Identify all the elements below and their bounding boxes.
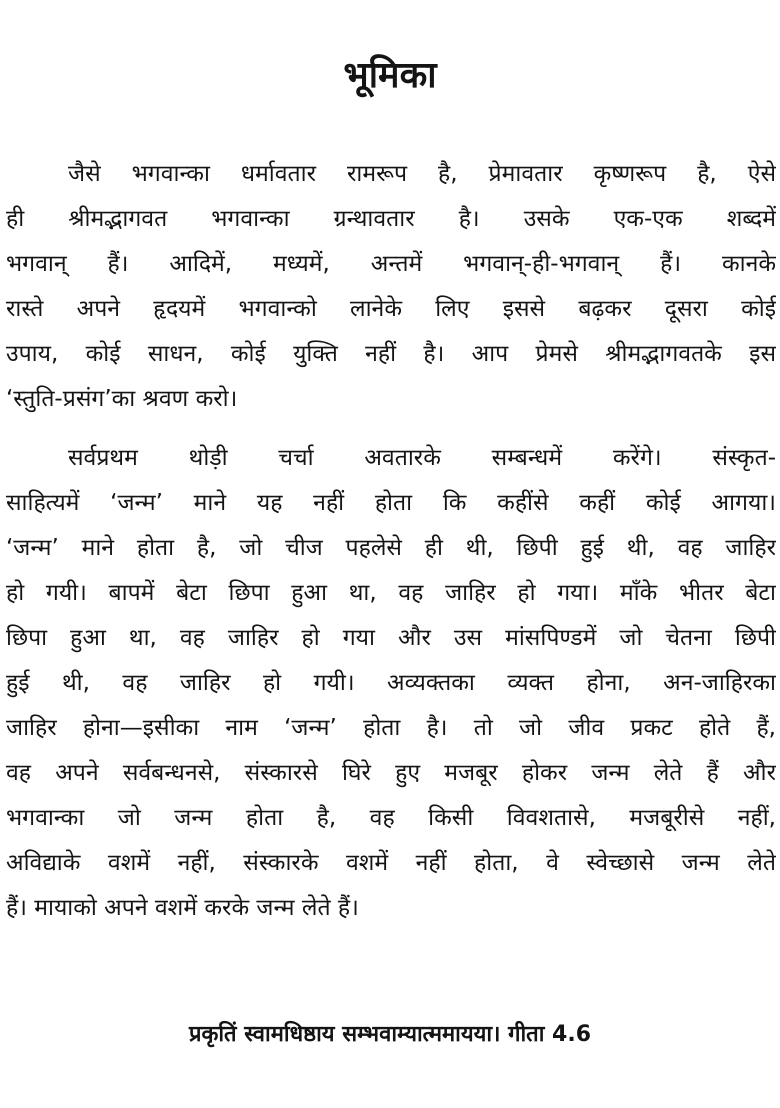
paragraph-2	[6, 436, 776, 931]
paragraph-line: भगवान्का जो जन्म होता है, वह किसी विवशतासे, मजबूरीसे नहीं,	[6, 805, 776, 831]
paragraph-line: ‘जन्म’ माने होता है, जो चीज पहलेसे ही थी, छिपी हुई थी, वह जाहिर	[6, 535, 776, 561]
paragraph-line: वह अपने सर्वबन्धनसे, संस्कारसे घिरे हुए मजबूर होकर जन्म लेते हैं और	[6, 760, 776, 786]
paragraph-gap	[6, 422, 776, 436]
paragraph-line: हो गयी। बापमें बेटा छिपा हुआ था, वह जाहिर हो गया। माँके भीतर बेटा	[6, 580, 776, 606]
paragraph-line: ही श्रीमद्भागवत भगवान्का ग्रन्थावतार है। उसके एक-एक शब्दमें	[6, 206, 776, 232]
paragraph-line: साहित्यमें ‘जन्म’ माने यह नहीं होता कि कहींसे कहीं कोई आगया।	[6, 490, 776, 516]
paragraph-line: अविद्याके वशमें नहीं, संस्कारके वशमें नहीं होता, वे स्वेच्छासे जन्म लेते	[6, 850, 776, 876]
paragraph-line: हुई थी, वह जाहिर हो गयी। अव्यक्तका व्यक्त होना, अन-जाहिरका	[6, 670, 776, 696]
verse-quote: प्रकृतिं स्वामधिष्ठाय सम्भवाम्यात्ममायया। गीता 4.6	[188, 1022, 592, 1047]
paragraph-line: छिपा हुआ था, वह जाहिर हो गया और उस मांसपिण्डमें जो चेतना छिपी	[6, 625, 776, 651]
paragraph-line: जाहिर होना—इसीका नाम ‘जन्म’ होता है। तो जो जीव प्रकट होते हैं,	[6, 715, 776, 741]
paragraph-line: हैं। मायाको अपने वशमें करके जन्म लेते हैं।	[6, 895, 359, 921]
paragraph-line: जैसे भगवान्का धर्मावतार रामरूप है, प्रेमावतार कृष्णरूप है, ऐसे	[68, 161, 776, 187]
paragraph-line: रास्ते अपने हृदयमें भगवान्को लानेके लिए इससे बढ़कर दूसरा कोई	[6, 296, 776, 322]
paragraph-line: ‘स्तुति-प्रसंग’का श्रवण करो।	[6, 386, 238, 412]
paragraph-line: सर्वप्रथम थोड़ी चर्चा अवतारके सम्बन्धमें करेंगे। संस्कृत-	[68, 445, 776, 471]
paragraph-1	[6, 152, 776, 422]
paragraph-line: उपाय, कोई साधन, कोई युक्ति नहीं है। आप प्रेमसे श्रीमद्भागवतके इस	[6, 341, 776, 367]
paragraph-line: भगवान् हैं। आदिमें, मध्यमें, अन्तमें भगवान्-ही-भगवान् हैं। कानके	[6, 251, 776, 277]
body-text	[6, 152, 776, 931]
page-title: भूमिका	[343, 55, 437, 96]
